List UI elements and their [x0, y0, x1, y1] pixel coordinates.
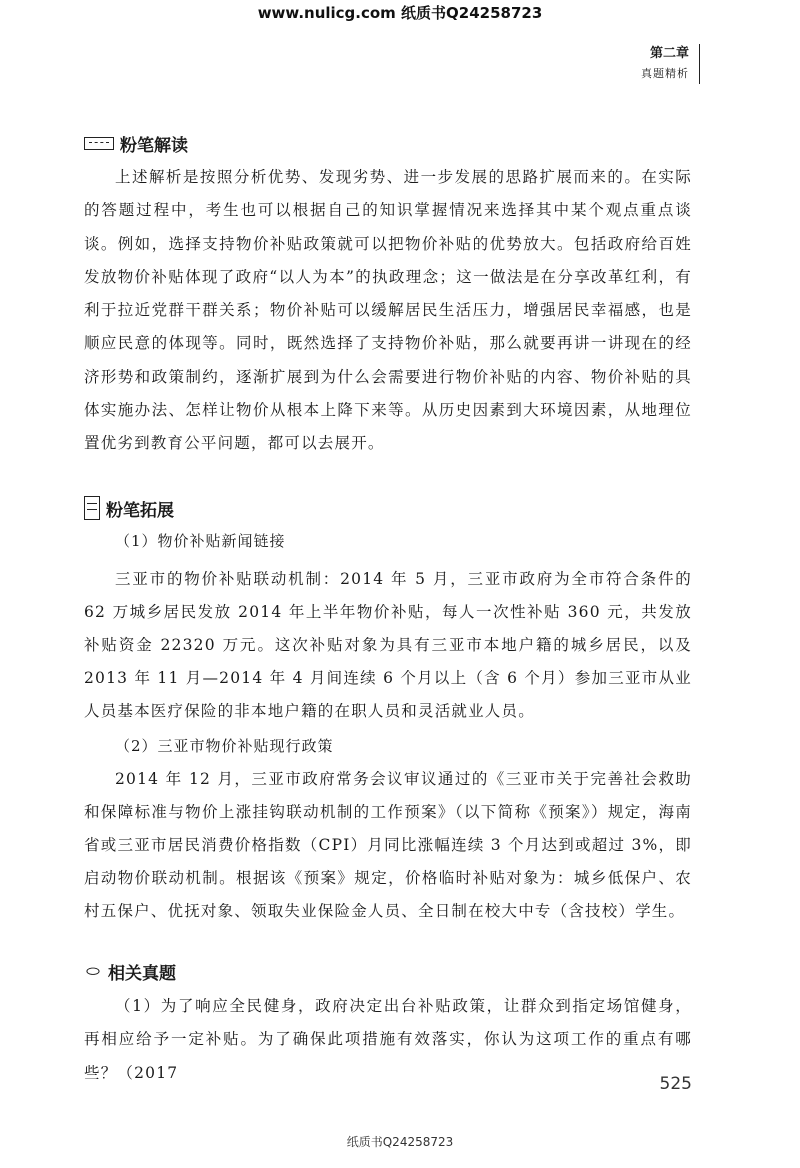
news-paragraph: 三亚市的物价补贴联动机制：2014 年 5 月，三亚市政府为全市符合条件的 62 万城乡居民发放 2014 年上半年物价补贴，每人一次性补贴 360 元，共发放补贴资金 22320 万元。这次补贴对象为具有三亚市本地户籍的城乡居民，以及 2013 年 11 月—2014 年 4 月间连续 6 个月以上（含 6 个月）参加三亚市从业人员基本医疗保险的非本地户籍的在职人员和灵活就业人员。 [84, 570, 692, 720]
section-heading-text: 粉笔解读 [120, 135, 188, 156]
subheading-news-link: （1）物价补贴新闻链接 [115, 532, 286, 550]
policy-paragraph: 2014 年 12 月，三亚市政府常务会议审议通过的《三亚市关于完善社会救助和保障标准与物价上涨挂钩联动机制的工作预案》（以下简称《预案》）规定，海南省或三亚市居民消费价格指数（CPI）月同比涨幅连续 3 个月达到或超过 3%，即启动物价联动机制。根据该《预案》规定，价格临时补贴对象为：城乡低保户、农村五保户、优抚对象、领取失业保险金人员、全日制在校大中专（含技校）学生。 [84, 770, 692, 920]
top-watermark: www.nulicg.com 纸质书Q24258723 [257, 4, 543, 22]
question-paragraph: （1）为了响应全民健身，政府决定出台补贴政策，让群众到指定场馆健身，再相应给予一定补贴。为了确保此项措施有效落实，你认为这项工作的重点有哪些？（2017 [84, 997, 692, 1082]
section-heading-text: 相关真题 [108, 963, 176, 984]
subheading-current-policy: （2）三亚市物价补贴现行政策 [115, 737, 334, 755]
bottom-watermark: 纸质书Q24258723 [346, 1135, 454, 1149]
section-heading-extension [84, 495, 174, 521]
section-heading-interpretation [84, 130, 188, 156]
section-heading-text: 粉笔拓展 [106, 500, 174, 521]
page-number: 525 [659, 1074, 692, 1094]
book-icon [84, 496, 100, 520]
interpretation-paragraph: 上述解析是按照分析优势、发现劣势、进一步发展的思路扩展而来的。在实际的答题过程中，考生也可以根据自己的知识掌握情况来选择其中某个观点重点谈谈。例如，选择支持物价补贴政策就可以把物价补贴的优势放大。包括政府给百姓发放物价补贴体现了政府“以人为本”的执政理念；这一做法是在分享改革红利，有利于拉近党群干群关系；物价补贴可以缓解居民生活压力，增强居民幸福感，也是顺应民意的体现等。同时，既然选择了支持物价补贴，那么就要再讲一讲现在的经济形势和政策制约，逐渐扩展到为什么会需要进行物价补贴的内容、物价补贴的具体实施办法、怎样让物价从根本上降下来等。从历史因素到大环境因素，从地理位置优劣到教育公平问题，都可以去展开。 [84, 168, 692, 453]
chalk-box-icon [84, 137, 114, 150]
chapter-subtitle: 真题精析 [641, 67, 689, 80]
chapter-title: 第二章 [649, 46, 689, 61]
section-heading-related-questions [84, 958, 176, 984]
question-mark-icon: ㇣ [84, 962, 102, 983]
chapter-header [641, 44, 700, 84]
